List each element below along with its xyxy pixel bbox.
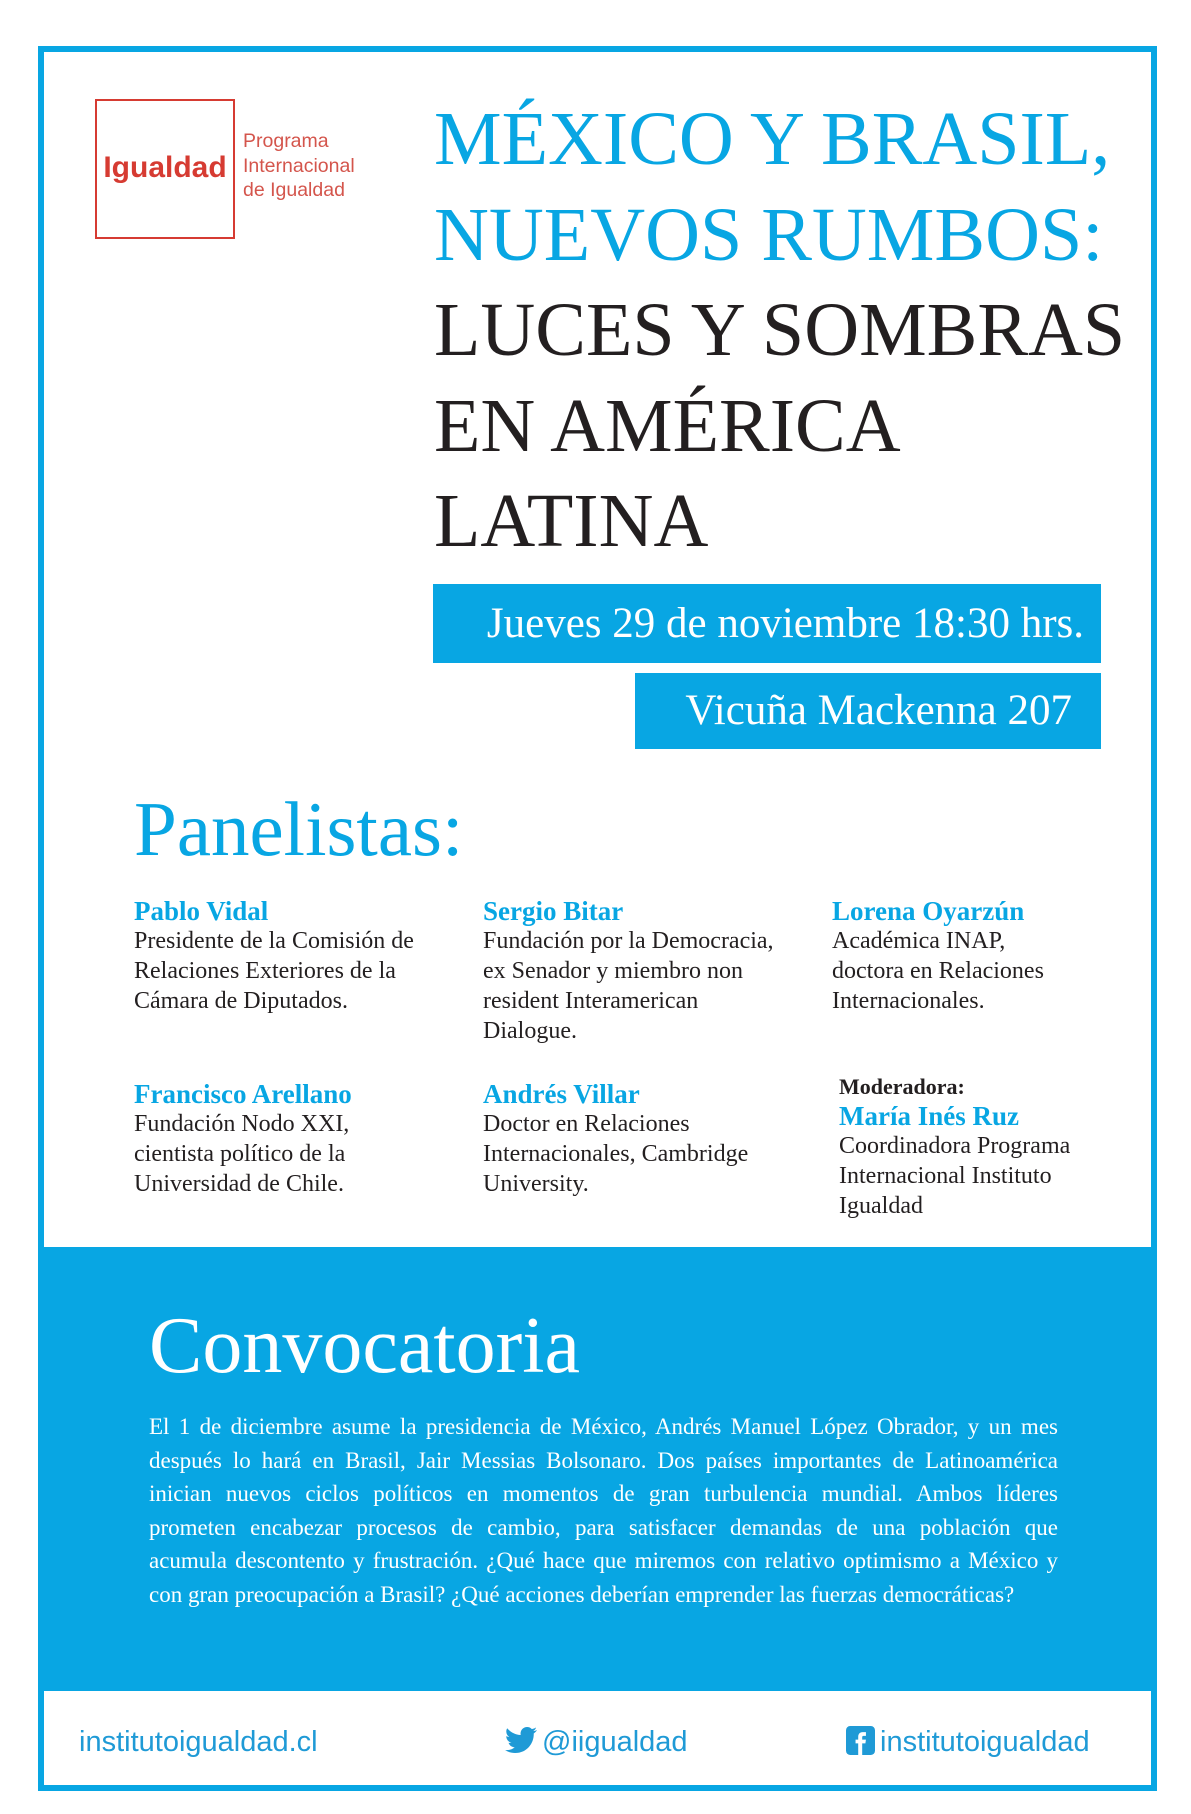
call-paragraph-line: con gran preocupación a Brasil? ¿Qué acciones deberían emprender las fuerzas democráticas? bbox=[149, 1581, 1015, 1607]
panelist-card bbox=[134, 1079, 352, 1199]
panelist-description-line: cientista político de la bbox=[134, 1141, 346, 1167]
panelist-description-line: Relaciones Exteriores de la bbox=[134, 958, 396, 984]
panelist-description-line: University. bbox=[483, 1171, 589, 1197]
panelist-description-line: doctora en Relaciones bbox=[832, 958, 1044, 984]
title-line-highlight: MÉXICO Y BRASIL, bbox=[434, 97, 1111, 181]
event-title bbox=[434, 92, 1125, 570]
panelist-card bbox=[483, 1079, 748, 1199]
call-paragraph-line: acumula descontento y frustración. ¿Qué hace que miremos con relativo optimismo a México y bbox=[149, 1548, 1058, 1573]
logo-program-text bbox=[243, 129, 355, 203]
panelist-description-line: Académica INAP, bbox=[832, 928, 1006, 954]
event-date-banner: Jueves 29 de noviembre 18:30 hrs. bbox=[433, 584, 1101, 663]
moderator-card bbox=[839, 1073, 1070, 1221]
moderator-label: Moderadora: bbox=[839, 1074, 965, 1099]
panelist-description-line: Universidad de Chile. bbox=[134, 1171, 344, 1197]
panelist-description-line: Fundación Nodo XXI, bbox=[134, 1111, 350, 1137]
panelist-description-line: Dialogue. bbox=[483, 1018, 577, 1044]
panelist-name: Lorena Oyarzún bbox=[832, 896, 1025, 926]
website-link: institutoigualdad.cl bbox=[79, 1726, 318, 1758]
facebook-handle: institutoigualdad bbox=[880, 1726, 1090, 1758]
panelist-name: Sergio Bitar bbox=[483, 896, 624, 926]
panelist-description-line: Internacionales, Cambridge bbox=[483, 1141, 749, 1167]
panelist-name: Francisco Arellano bbox=[134, 1079, 352, 1109]
logo-program-line: Programa bbox=[243, 130, 329, 152]
moderator-description-line: Igualdad bbox=[839, 1193, 923, 1219]
panelist-description-line: Presidente de la Comisión de bbox=[134, 928, 414, 954]
logo-program-line: Internacional bbox=[243, 154, 355, 177]
moderator-description-line: Internacional Instituto bbox=[839, 1163, 1052, 1189]
twitter-handle: @iigualdad bbox=[542, 1726, 688, 1758]
call-paragraph-line: prometen encabezar procesos de cambio, para satisfacer demandas de una población que bbox=[149, 1514, 1058, 1540]
facebook-icon bbox=[846, 1726, 875, 1755]
panelist-card bbox=[832, 896, 1044, 1016]
title-line-highlight: NUEVOS RUMBOS: bbox=[434, 192, 1104, 277]
call-paragraph-line: El 1 de diciembre asume la presidencia de México, Andrés Manuel López Obrador, y un mes bbox=[149, 1414, 1058, 1439]
twitter-bird-icon bbox=[505, 1724, 537, 1756]
panelist-description-line: ex Senador y miembro non bbox=[483, 958, 743, 984]
panel-heading: Panelistas: bbox=[134, 786, 464, 872]
call-paragraph bbox=[149, 1410, 1058, 1611]
panelist-description-line: resident Interamerican bbox=[483, 988, 699, 1014]
logo-program-line: de Igualdad bbox=[243, 179, 345, 201]
panelist-description-line: Doctor en Relaciones bbox=[483, 1111, 690, 1137]
title-line: LATINA bbox=[434, 479, 709, 563]
panelist-description-line: Internacionales. bbox=[832, 988, 985, 1014]
panelist-card bbox=[134, 896, 414, 1016]
title-line: LUCES Y SOMBRAS bbox=[434, 288, 1126, 372]
call-paragraph-line: después lo hará en Brasil, Jair Messias Bolsonaro. Dos países importantes de Latinoamérica bbox=[149, 1447, 1058, 1473]
logo-wordmark: Igualdad bbox=[103, 151, 227, 184]
panelist-description-line: Cámara de Diputados. bbox=[134, 988, 348, 1014]
panelist-card bbox=[483, 896, 774, 1046]
event-address-banner: Vicuña Mackenna 207 bbox=[635, 673, 1101, 749]
moderator-name: María Inés Ruz bbox=[839, 1101, 1019, 1131]
panelist-description-line: Fundación por la Democracia, bbox=[483, 928, 774, 954]
moderator-description-line: Coordinadora Programa bbox=[839, 1133, 1071, 1159]
panelist-name: Pablo Vidal bbox=[134, 896, 269, 926]
title-line: EN AMÉRICA bbox=[434, 383, 901, 468]
call-paragraph-line: inician nuevos ciclos políticos en momentos de gran turbulencia mundial. Ambos líderes bbox=[149, 1481, 1058, 1506]
call-heading: Convocatoria bbox=[149, 1302, 580, 1390]
panelist-name: Andrés Villar bbox=[483, 1079, 640, 1109]
